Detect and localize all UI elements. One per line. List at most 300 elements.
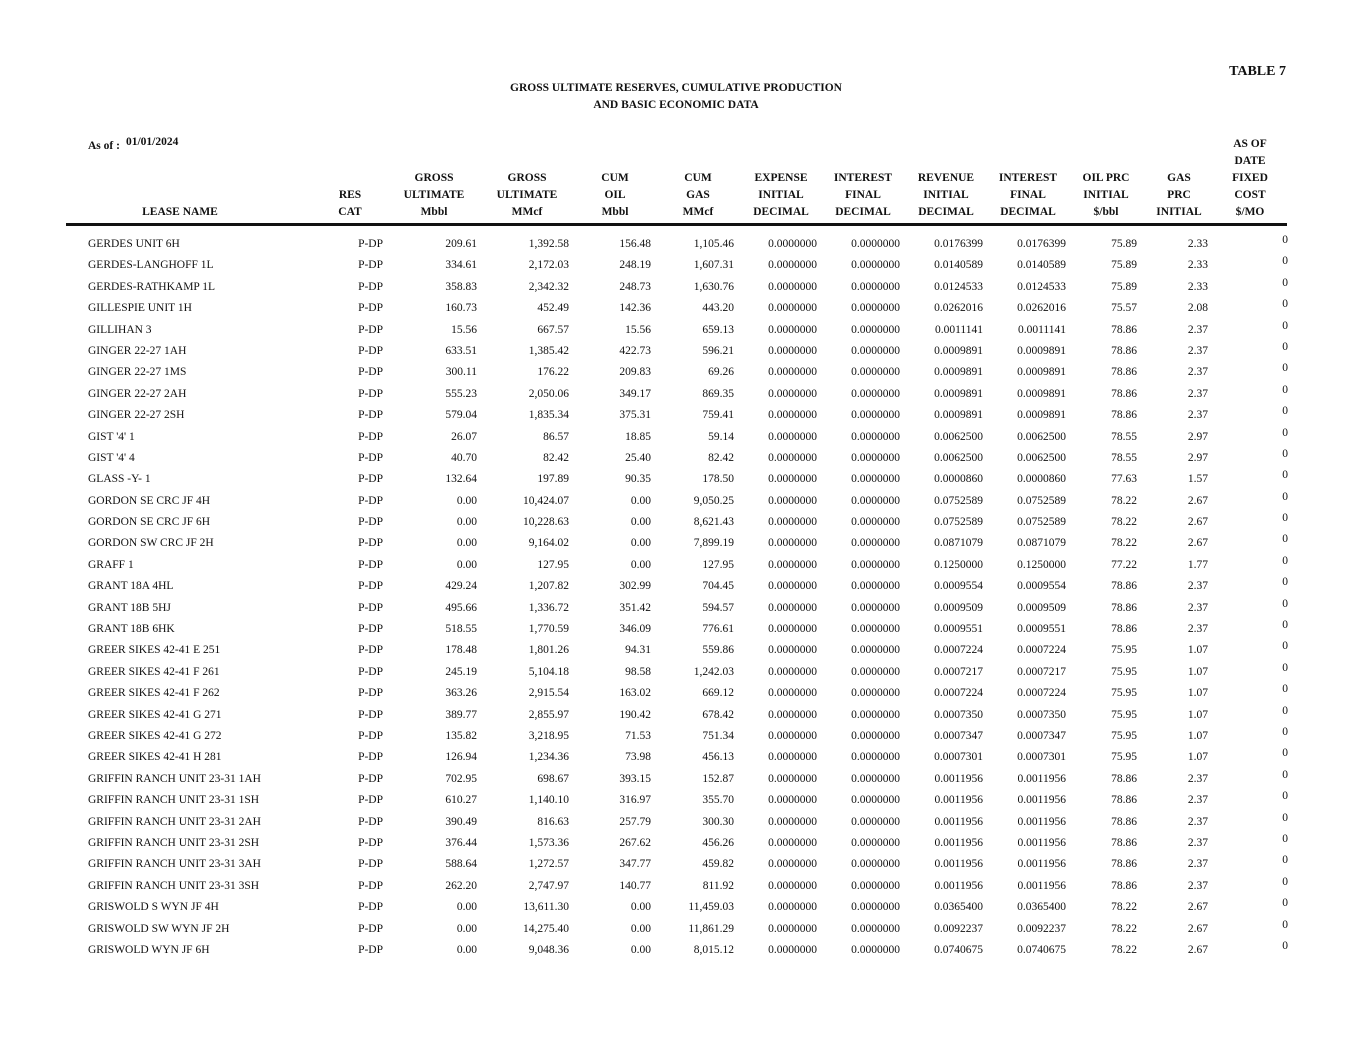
header-line: EXPENSE xyxy=(754,172,808,184)
cell-revenue-initial: 0.0011956 xyxy=(934,815,983,828)
header-line: COST xyxy=(1234,189,1266,201)
cell-revenue-initial: 0.0062500 xyxy=(934,430,983,443)
header-line: DATE xyxy=(1234,155,1266,167)
cell-res-cat: P-DP xyxy=(358,537,383,550)
cell-expense-initial: 0.0000000 xyxy=(768,858,817,871)
cell-res-cat: P-DP xyxy=(358,280,383,293)
table-row xyxy=(0,683,1365,708)
cell-gross-ultimate-mmcf: 9,048.36 xyxy=(528,943,569,956)
cell-cum-oil: 98.58 xyxy=(625,665,651,678)
title-line-1: GROSS ULTIMATE RESERVES, CUMULATIVE PRODUCTION xyxy=(510,82,842,94)
cell-lease-name: GREER SIKES 42-41 H 281 xyxy=(88,751,222,764)
cell-revenue-initial: 0.0752589 xyxy=(934,516,983,529)
header-line: OIL xyxy=(604,189,626,201)
cell-gas-price: 2.33 xyxy=(1187,280,1208,293)
cell-interest-final-2: 0.0124533 xyxy=(1017,280,1066,293)
table-row xyxy=(0,811,1365,837)
cell-oil-price: 75.95 xyxy=(1111,644,1137,657)
cell-gas-price: 2.67 xyxy=(1187,943,1208,956)
header-spacer xyxy=(580,153,650,170)
cell-lease-name: GINGER 22-27 2SH xyxy=(88,409,185,422)
cell-interest-final-2: 0.0752589 xyxy=(1017,516,1066,529)
cell-gross-ultimate-mbbl: 579.04 xyxy=(445,409,477,422)
cell-gas-price: 2.08 xyxy=(1187,302,1208,315)
cell-oil-price: 78.22 xyxy=(1111,494,1137,507)
cell-interest-final-2: 0.0011956 xyxy=(1017,858,1066,871)
header-spacer xyxy=(906,136,986,153)
cell-lease-name: GERDES-LANGHOFF 1L xyxy=(88,259,214,272)
cell-cum-gas: 776.61 xyxy=(702,623,734,636)
cell-revenue-initial: 0.0009891 xyxy=(934,387,983,400)
cell-cum-oil: 347.77 xyxy=(619,858,651,871)
cell-lease-name: GIST '4' 4 xyxy=(88,451,135,464)
cell-res-cat: P-DP xyxy=(358,494,383,507)
table-row xyxy=(0,576,1365,601)
cell-expense-initial: 0.0000000 xyxy=(768,794,817,807)
cell-gross-ultimate-mbbl: 389.77 xyxy=(445,708,477,721)
cell-expense-initial: 0.0000000 xyxy=(768,708,817,721)
cell-res-cat: P-DP xyxy=(358,943,383,956)
cell-res-cat: P-DP xyxy=(358,409,383,422)
cell-expense-initial: 0.0000000 xyxy=(768,580,817,593)
cell-cum-oil: 267.62 xyxy=(619,836,651,849)
cell-interest-final-2: 0.0007217 xyxy=(1017,665,1066,678)
cell-fixed-cost: 0 xyxy=(1282,854,1288,867)
cell-oil-price: 78.86 xyxy=(1111,344,1137,357)
cell-revenue-initial: 0.0752589 xyxy=(934,494,983,507)
header-lease-name xyxy=(100,136,260,221)
table-row xyxy=(0,533,1365,558)
cell-interest-final-2: 0.0007224 xyxy=(1017,687,1066,700)
cell-cum-gas: 1,630.76 xyxy=(693,280,734,293)
cell-gross-ultimate-mmcf: 816.63 xyxy=(537,815,569,828)
cell-gross-ultimate-mbbl: 376.44 xyxy=(445,836,477,849)
cell-interest-final-2: 0.0262016 xyxy=(1017,302,1066,315)
cell-cum-gas: 751.34 xyxy=(702,729,734,742)
cell-gas-price: 2.37 xyxy=(1187,815,1208,828)
cell-lease-name: GRISWOLD WYN JF 6H xyxy=(88,943,210,956)
cell-expense-initial: 0.0000000 xyxy=(768,879,817,892)
cell-expense-initial: 0.0000000 xyxy=(768,943,817,956)
cell-expense-initial: 0.0000000 xyxy=(768,665,817,678)
cell-fixed-cost: 0 xyxy=(1282,426,1288,439)
cell-res-cat: P-DP xyxy=(358,922,383,935)
cell-gross-ultimate-mbbl: 429.24 xyxy=(445,580,477,593)
table-row xyxy=(0,875,1365,901)
cell-cum-gas: 869.35 xyxy=(702,387,734,400)
cell-revenue-initial: 0.0140589 xyxy=(934,259,983,272)
cell-gross-ultimate-mmcf: 86.57 xyxy=(543,430,569,443)
cell-res-cat: P-DP xyxy=(358,387,383,400)
cell-gross-ultimate-mmcf: 2,747.97 xyxy=(528,879,569,892)
table-row xyxy=(0,447,1365,473)
cell-res-cat: P-DP xyxy=(358,879,383,892)
cell-expense-initial: 0.0000000 xyxy=(768,623,817,636)
cell-revenue-initial: 0.0009891 xyxy=(934,409,983,422)
header-spacer xyxy=(487,136,567,153)
cell-gross-ultimate-mmcf: 452.49 xyxy=(537,302,569,315)
header-gross-ultimate-mbbl xyxy=(394,136,474,221)
cell-lease-name: GINGER 22-27 2AH xyxy=(88,387,187,400)
cell-fixed-cost: 0 xyxy=(1282,683,1288,696)
header-line: CUM xyxy=(684,172,712,184)
cell-expense-initial: 0.0000000 xyxy=(768,815,817,828)
cell-cum-gas: 759.41 xyxy=(702,409,734,422)
cell-revenue-initial: 0.0007224 xyxy=(934,687,983,700)
cell-cum-gas: 811.92 xyxy=(702,879,734,892)
cell-cum-gas: 678.42 xyxy=(702,708,734,721)
cell-interest-final-2: 0.0062500 xyxy=(1017,451,1066,464)
header-line: DECIMAL xyxy=(1000,206,1056,218)
cell-interest-final: 0.0000000 xyxy=(851,772,900,785)
table-row xyxy=(0,897,1365,922)
cell-revenue-initial: 0.0009891 xyxy=(934,344,983,357)
cell-cum-oil: 248.19 xyxy=(619,259,651,272)
cell-interest-final-2: 0.0009551 xyxy=(1017,623,1066,636)
cell-interest-final: 0.0000000 xyxy=(851,751,900,764)
cell-expense-initial: 0.0000000 xyxy=(768,729,817,742)
table-row xyxy=(0,255,1365,280)
cell-expense-initial: 0.0000000 xyxy=(768,344,817,357)
cell-expense-initial: 0.0000000 xyxy=(768,494,817,507)
cell-lease-name: GRIFFIN RANCH UNIT 23-31 3AH xyxy=(88,858,261,871)
table-row xyxy=(0,234,1365,259)
cell-oil-price: 75.95 xyxy=(1111,708,1137,721)
cell-gross-ultimate-mmcf: 2,855.97 xyxy=(528,708,569,721)
cell-interest-final-2: 0.0009891 xyxy=(1017,387,1066,400)
table-row xyxy=(0,918,1365,944)
cell-oil-price: 78.86 xyxy=(1111,580,1137,593)
header-line: DECIMAL xyxy=(835,206,891,218)
cell-lease-name: GREER SIKES 42-41 F 261 xyxy=(88,665,220,678)
header-line: INITIAL xyxy=(1083,189,1129,201)
cell-res-cat: P-DP xyxy=(358,516,383,529)
cell-interest-final: 0.0000000 xyxy=(851,280,900,293)
cell-cum-gas: 443.20 xyxy=(702,302,734,315)
cell-gas-price: 2.37 xyxy=(1187,580,1208,593)
cell-res-cat: P-DP xyxy=(358,344,383,357)
cell-interest-final-2: 0.0007350 xyxy=(1017,708,1066,721)
header-line: GAS xyxy=(1167,172,1191,184)
cell-cum-oil: 0.00 xyxy=(630,943,651,956)
cell-gross-ultimate-mmcf: 82.42 xyxy=(543,451,569,464)
cell-oil-price: 75.95 xyxy=(1111,751,1137,764)
header-res-cat xyxy=(325,136,375,221)
cell-expense-initial: 0.0000000 xyxy=(768,430,817,443)
cell-lease-name: GORDON SE CRC JF 6H xyxy=(88,516,211,529)
table-row xyxy=(0,790,1365,815)
cell-res-cat: P-DP xyxy=(358,901,383,914)
cell-gas-price: 2.97 xyxy=(1187,451,1208,464)
cell-gas-price: 1.07 xyxy=(1187,751,1208,764)
cell-fixed-cost: 0 xyxy=(1282,897,1288,910)
cell-lease-name: GREER SIKES 42-41 F 262 xyxy=(88,687,220,700)
cell-fixed-cost: 0 xyxy=(1282,725,1288,738)
cell-interest-final: 0.0000000 xyxy=(851,516,900,529)
cell-revenue-initial: 0.0124533 xyxy=(934,280,983,293)
cell-expense-initial: 0.0000000 xyxy=(768,366,817,379)
cell-oil-price: 78.86 xyxy=(1111,623,1137,636)
cell-oil-price: 75.89 xyxy=(1111,259,1137,272)
cell-cum-oil: 140.77 xyxy=(619,879,651,892)
cell-interest-final-2: 0.0092237 xyxy=(1017,922,1066,935)
cell-gross-ultimate-mbbl: 518.55 xyxy=(445,623,477,636)
cell-fixed-cost: 0 xyxy=(1282,576,1288,589)
cell-oil-price: 75.95 xyxy=(1111,687,1137,700)
cell-res-cat: P-DP xyxy=(358,644,383,657)
cell-expense-initial: 0.0000000 xyxy=(768,836,817,849)
cell-interest-final-2: 0.0009891 xyxy=(1017,344,1066,357)
cell-oil-price: 78.86 xyxy=(1111,879,1137,892)
cell-gross-ultimate-mmcf: 2,915.54 xyxy=(528,687,569,700)
cell-cum-gas: 8,015.12 xyxy=(693,943,734,956)
cell-gas-price: 1.07 xyxy=(1187,729,1208,742)
cell-revenue-initial: 0.0262016 xyxy=(934,302,983,315)
cell-gas-price: 2.67 xyxy=(1187,922,1208,935)
cell-cum-oil: 422.73 xyxy=(619,344,651,357)
table-row xyxy=(0,490,1365,516)
cell-gas-price: 2.37 xyxy=(1187,387,1208,400)
cell-interest-final: 0.0000000 xyxy=(851,451,900,464)
header-spacer xyxy=(487,153,567,170)
cell-lease-name: GREER SIKES 42-41 G 271 xyxy=(88,708,222,721)
cell-lease-name: GREER SIKES 42-41 G 272 xyxy=(88,729,222,742)
cell-cum-gas: 559.86 xyxy=(702,644,734,657)
cell-interest-final: 0.0000000 xyxy=(851,794,900,807)
cell-interest-final-2: 0.0007347 xyxy=(1017,729,1066,742)
header-line: FINAL xyxy=(1010,189,1046,201)
cell-expense-initial: 0.0000000 xyxy=(768,409,817,422)
cell-interest-final: 0.0000000 xyxy=(851,537,900,550)
table-row xyxy=(0,362,1365,387)
header-spacer xyxy=(100,187,260,204)
cell-revenue-initial: 0.0871079 xyxy=(934,537,983,550)
cell-oil-price: 78.22 xyxy=(1111,537,1137,550)
cell-gross-ultimate-mmcf: 10,228.63 xyxy=(523,516,569,529)
cell-cum-gas: 9,050.25 xyxy=(693,494,734,507)
cell-cum-oil: 0.00 xyxy=(630,516,651,529)
cell-gross-ultimate-mbbl: 702.95 xyxy=(445,772,477,785)
cell-expense-initial: 0.0000000 xyxy=(768,516,817,529)
cell-gas-price: 2.67 xyxy=(1187,494,1208,507)
cell-cum-gas: 456.26 xyxy=(702,836,734,849)
table-row xyxy=(0,405,1365,430)
header-line: Mbbl xyxy=(420,206,448,218)
cell-fixed-cost: 0 xyxy=(1282,512,1288,525)
cell-interest-final-2: 0.0140589 xyxy=(1017,259,1066,272)
cell-fixed-cost: 0 xyxy=(1282,405,1288,418)
cell-cum-gas: 1,105.46 xyxy=(693,238,734,250)
cell-interest-final: 0.0000000 xyxy=(851,687,900,700)
header-oil-prc xyxy=(1071,136,1141,221)
cell-interest-final-2: 0.0011956 xyxy=(1017,836,1066,849)
cell-expense-initial: 0.0000000 xyxy=(768,601,817,614)
cell-gross-ultimate-mmcf: 1,234.36 xyxy=(528,751,569,764)
cell-interest-final-2: 0.0007224 xyxy=(1017,644,1066,657)
cell-gross-ultimate-mbbl: 262.20 xyxy=(445,879,477,892)
cell-res-cat: P-DP xyxy=(358,601,383,614)
cell-gross-ultimate-mbbl: 495.66 xyxy=(445,601,477,614)
cell-expense-initial: 0.0000000 xyxy=(768,473,817,486)
header-gas-prc xyxy=(1146,136,1212,221)
cell-fixed-cost: 0 xyxy=(1282,661,1288,674)
cell-oil-price: 75.95 xyxy=(1111,665,1137,678)
table-row xyxy=(0,597,1365,623)
cell-gas-price: 1.07 xyxy=(1187,687,1208,700)
cell-interest-final: 0.0000000 xyxy=(851,623,900,636)
cell-fixed-cost: 0 xyxy=(1282,362,1288,375)
cell-oil-price: 78.86 xyxy=(1111,366,1137,379)
cell-gross-ultimate-mbbl: 126.94 xyxy=(445,751,477,764)
cell-interest-final: 0.0000000 xyxy=(851,387,900,400)
table-row xyxy=(0,661,1365,687)
header-spacer xyxy=(741,136,821,153)
cell-res-cat: P-DP xyxy=(358,259,383,272)
cell-gross-ultimate-mmcf: 14,275.40 xyxy=(523,922,569,935)
cell-gas-price: 1.07 xyxy=(1187,644,1208,657)
table-row xyxy=(0,340,1365,366)
table-row xyxy=(0,747,1365,772)
cell-gas-price: 2.33 xyxy=(1187,238,1208,250)
cell-gross-ultimate-mmcf: 1,336.72 xyxy=(528,601,569,614)
table-row xyxy=(0,512,1365,537)
cell-cum-gas: 459.82 xyxy=(702,858,734,871)
cell-cum-oil: 349.17 xyxy=(619,387,651,400)
cell-cum-gas: 59.14 xyxy=(708,430,734,443)
cell-lease-name: GILLIHAN 3 xyxy=(88,323,152,336)
cell-revenue-initial: 0.0011956 xyxy=(934,772,983,785)
cell-cum-oil: 73.98 xyxy=(625,751,651,764)
cell-gas-price: 2.67 xyxy=(1187,901,1208,914)
header-spacer xyxy=(1146,136,1212,153)
header-line: Mbbl xyxy=(601,206,629,218)
cell-gross-ultimate-mmcf: 698.67 xyxy=(537,772,569,785)
header-line: LEASE NAME xyxy=(142,206,218,218)
header-line: GROSS xyxy=(507,172,547,184)
header-spacer xyxy=(1146,153,1212,170)
cell-interest-final: 0.0000000 xyxy=(851,901,900,914)
cell-lease-name: GRIFFIN RANCH UNIT 23-31 1SH xyxy=(88,794,260,807)
cell-gross-ultimate-mmcf: 1,272.57 xyxy=(528,858,569,871)
cell-expense-initial: 0.0000000 xyxy=(768,280,817,293)
header-spacer xyxy=(580,136,650,153)
cell-cum-gas: 178.50 xyxy=(702,473,734,486)
data-table-body xyxy=(0,234,1365,965)
cell-gross-ultimate-mmcf: 1,835.34 xyxy=(528,409,569,422)
table-row xyxy=(0,554,1365,580)
header-line: PRC xyxy=(1167,189,1191,201)
cell-interest-final: 0.0000000 xyxy=(851,601,900,614)
cell-gross-ultimate-mmcf: 127.95 xyxy=(537,558,569,571)
cell-oil-price: 78.22 xyxy=(1111,943,1137,956)
header-line: AS OF xyxy=(1233,138,1267,150)
cell-gross-ultimate-mmcf: 1,801.26 xyxy=(528,644,569,657)
cell-oil-price: 78.86 xyxy=(1111,601,1137,614)
cell-oil-price: 78.86 xyxy=(1111,772,1137,785)
cell-cum-gas: 1,607.31 xyxy=(693,259,734,272)
cell-gas-price: 2.97 xyxy=(1187,430,1208,443)
cell-cum-gas: 8,621.43 xyxy=(693,516,734,529)
cell-lease-name: GRIFFIN RANCH UNIT 23-31 2SH xyxy=(88,836,260,849)
as-of-date: 01/01/2024 xyxy=(125,136,179,148)
cell-expense-initial: 0.0000000 xyxy=(768,238,817,250)
cell-expense-initial: 0.0000000 xyxy=(768,644,817,657)
cell-interest-final: 0.0000000 xyxy=(851,494,900,507)
cell-interest-final: 0.0000000 xyxy=(851,473,900,486)
cell-cum-gas: 594.57 xyxy=(702,601,734,614)
header-line: OIL PRC xyxy=(1082,172,1130,184)
table-row xyxy=(0,854,1365,879)
cell-interest-final-2: 0.0011956 xyxy=(1017,794,1066,807)
cell-cum-oil: 0.00 xyxy=(630,494,651,507)
cell-interest-final-2: 0.0176399 xyxy=(1017,238,1066,250)
cell-gross-ultimate-mmcf: 10,424.07 xyxy=(523,494,569,507)
cell-cum-oil: 18.85 xyxy=(625,430,651,443)
cell-lease-name: GLASS -Y- 1 xyxy=(88,473,151,486)
cell-interest-final-2: 0.1250000 xyxy=(1017,558,1066,571)
cell-expense-initial: 0.0000000 xyxy=(768,687,817,700)
header-revenue xyxy=(906,136,986,221)
cell-res-cat: P-DP xyxy=(358,323,383,336)
header-spacer xyxy=(394,136,474,153)
cell-interest-final: 0.0000000 xyxy=(851,580,900,593)
cell-cum-gas: 152.87 xyxy=(702,772,734,785)
table-row xyxy=(0,939,1365,965)
cell-cum-gas: 69.26 xyxy=(708,366,734,379)
cell-revenue-initial: 0.0092237 xyxy=(934,922,983,935)
cell-gross-ultimate-mbbl: 26.07 xyxy=(451,430,477,443)
header-line: FINAL xyxy=(845,189,881,201)
cell-cum-oil: 209.83 xyxy=(619,366,651,379)
cell-expense-initial: 0.0000000 xyxy=(768,751,817,764)
header-line: MMcf xyxy=(511,206,543,218)
cell-cum-gas: 669.12 xyxy=(702,687,734,700)
header-line: $/MO xyxy=(1235,206,1265,218)
cell-interest-final: 0.0000000 xyxy=(851,879,900,892)
cell-res-cat: P-DP xyxy=(358,729,383,742)
cell-revenue-initial: 0.0176399 xyxy=(934,238,983,250)
cell-lease-name: GRIFFIN RANCH UNIT 23-31 2AH xyxy=(88,815,261,828)
cell-cum-oil: 90.35 xyxy=(625,473,651,486)
cell-gross-ultimate-mbbl: 0.00 xyxy=(456,922,477,935)
header-line: INITIAL xyxy=(1156,206,1202,218)
cell-lease-name: GRIFFIN RANCH UNIT 23-31 3SH xyxy=(88,879,260,892)
cell-revenue-initial: 0.0007217 xyxy=(934,665,983,678)
cell-gas-price: 1.07 xyxy=(1187,708,1208,721)
cell-oil-price: 77.22 xyxy=(1111,558,1137,571)
cell-fixed-cost: 0 xyxy=(1282,319,1288,332)
cell-gross-ultimate-mmcf: 1,770.59 xyxy=(528,623,569,636)
header-line: $/bbl xyxy=(1093,206,1119,218)
header-line: INTEREST xyxy=(998,172,1058,184)
cell-cum-oil: 0.00 xyxy=(630,537,651,550)
cell-gas-price: 2.37 xyxy=(1187,323,1208,336)
cell-oil-price: 78.55 xyxy=(1111,451,1137,464)
cell-gross-ultimate-mmcf: 2,172.03 xyxy=(528,259,569,272)
cell-fixed-cost: 0 xyxy=(1282,276,1288,289)
cell-fixed-cost: 0 xyxy=(1282,255,1288,268)
header-spacer xyxy=(100,153,260,170)
cell-fixed-cost: 0 xyxy=(1282,747,1288,760)
cell-interest-final: 0.0000000 xyxy=(851,344,900,357)
cell-gross-ultimate-mbbl: 334.61 xyxy=(445,259,477,272)
cell-fixed-cost: 0 xyxy=(1282,640,1288,653)
cell-interest-final: 0.0000000 xyxy=(851,366,900,379)
cell-expense-initial: 0.0000000 xyxy=(768,558,817,571)
header-line: GAS xyxy=(686,189,710,201)
cell-gross-ultimate-mmcf: 1,207.82 xyxy=(528,580,569,593)
cell-gas-price: 2.37 xyxy=(1187,344,1208,357)
